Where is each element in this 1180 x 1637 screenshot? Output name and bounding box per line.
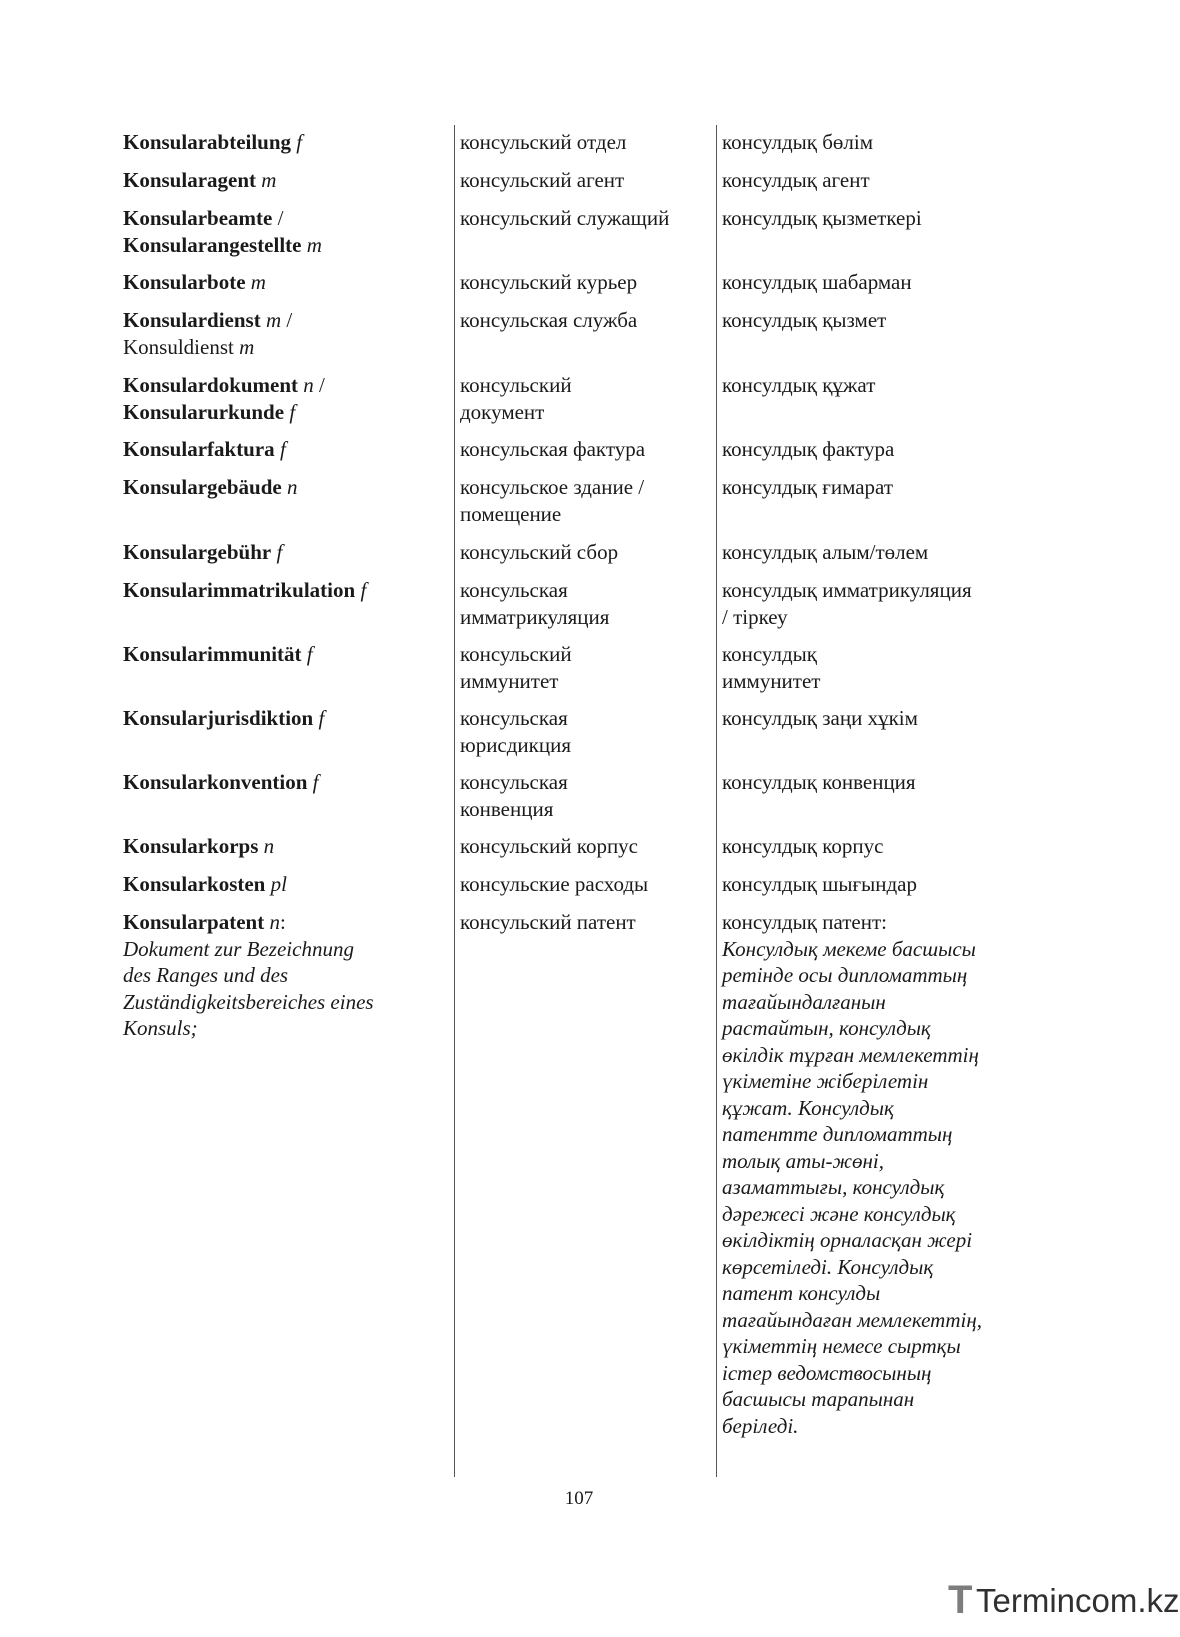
german-term [123,641,448,668]
russian-translation [460,871,710,898]
grammar-marker: n [264,910,280,934]
kazakh-translation [722,539,1022,566]
kazakh-translation [722,705,1022,732]
kazakh-line: консулдық шабарман [722,270,912,294]
headword: Konsularangestellte [123,232,302,257]
grammar-marker: Dokument zur Bezeichnung [123,936,354,961]
russian-translation [460,705,710,758]
headword: Konsularurkunde [123,399,285,424]
german-line [123,641,448,668]
kazakh-translation [722,372,1022,399]
german-term [123,705,448,732]
russian-line: консульские расходы [460,872,649,896]
kazakh-definition-line: тағайындаған мемлекеттің, [722,1307,983,1332]
kazakh-definition-line: басшысы тарапынан [722,1387,915,1411]
kazakh-translation [722,909,1022,1439]
german-term [123,436,448,463]
german-line [123,769,448,796]
russian-translation [460,833,710,860]
headword: Konsularkorps [123,834,259,858]
grammar-marker: f [284,399,296,424]
german-line [123,577,448,604]
headword: Konsularpatent [123,910,265,934]
separator-text: / [313,373,325,397]
headword: Konsularjurisdiktion [123,706,314,730]
russian-translation [460,129,710,156]
termincom-logo [948,1578,1180,1626]
headword: Konsulardokument [123,373,299,397]
headword: Konsulardienst [123,308,261,332]
german-line [123,909,448,936]
headword: Konsularkonvention [123,770,308,794]
kazakh-definition-line: Консулдық мекеме басшысы [722,936,976,961]
headword: Konsularagent [123,168,257,192]
german-term [123,205,448,258]
russian-line: консульский курьер [460,270,638,294]
russian-line: консульский служащий [460,206,670,230]
separator-text: / [281,308,293,332]
german-line [123,399,448,426]
kazakh-definition-line: толық аты-жөні, [722,1148,885,1173]
russian-line: имматрикуляция [460,604,610,629]
kazakh-translation [722,769,1022,796]
german-term [123,372,448,425]
kazakh-translation [722,167,1022,194]
kazakh-line: консулдық шығындар [722,872,917,896]
russian-translation [460,769,710,822]
russian-line: консульская служба [460,308,638,332]
german-line [123,269,448,296]
separator-text: : [279,910,286,934]
german-line [123,962,448,989]
german-term [123,539,448,566]
page-number: 107 [564,1488,594,1509]
kazakh-definition-line: дәрежесі және консулдық [722,1201,956,1226]
german-line [123,334,448,361]
kazakh-translation [722,205,1022,232]
german-term [123,909,448,1042]
russian-translation [460,372,710,425]
russian-line: консульский отдел [460,130,627,154]
german-line [123,307,448,334]
russian-line: консульский патент [460,910,636,934]
german-term [123,167,448,194]
logo-mark: T [948,1578,971,1622]
grammar-marker: f [313,706,325,730]
russian-line: консульский [460,642,572,666]
russian-line: консульский корпус [460,834,638,858]
headword: Konsularbote [123,270,246,294]
german-line [123,167,448,194]
russian-translation [460,436,710,463]
kazakh-translation [722,129,1022,156]
kazakh-translation [722,307,1022,334]
kazakh-line: иммунитет [722,668,821,693]
kazakh-line: консулдық қызметкері [722,206,922,230]
kazakh-line: консулдық фактура [722,437,895,461]
russian-line: консульский сбор [460,540,619,564]
german-term [123,269,448,296]
column-divider-right [716,125,717,1477]
kazakh-line: консулдық [722,642,817,666]
kazakh-intro-line: консулдық патент: [722,910,887,934]
separator-text: / [272,206,284,230]
kazakh-line: консулдық алым/төлем [722,540,929,564]
russian-line: консульский [460,373,572,397]
grammar-marker: n [298,373,314,397]
german-term [123,769,448,796]
kazakh-definition-line: өкілдіктің орналасқан жері [722,1228,973,1252]
kazakh-line: консулдық бөлім [722,130,874,154]
kazakh-line: консулдық ғимарат [722,475,893,499]
german-term [123,577,448,604]
kazakh-line: консулдық заңи хұкім [722,706,918,730]
kazakh-definition-line: растайтын, консулдық [722,1016,931,1040]
kazakh-definition-line: ретінде осы дипломаттың [722,963,968,987]
kazakh-definition-line: істер ведомствосының [722,1360,932,1385]
grammar-marker: f [271,540,283,564]
russian-translation [460,474,710,527]
german-line [123,205,448,232]
russian-translation [460,269,710,296]
kazakh-translation [722,577,1022,630]
german-term [123,129,448,156]
german-line [123,1015,448,1042]
grammar-marker: pl [265,872,287,896]
kazakh-definition-line: тағайындалғанын [722,989,886,1014]
kazakh-definition-line: патентте дипломаттың [722,1122,953,1146]
headword: Konsulargebäude [123,475,282,499]
kazakh-line: консулдық қызмет [722,308,887,332]
russian-translation [460,205,710,232]
kazakh-definition-line: үкіметтің немесе сыртқы [722,1334,961,1358]
kazakh-line: консулдық конвенция [722,770,916,794]
grammar-marker: n [281,475,298,499]
russian-translation [460,539,710,566]
headword: Konsularkosten [123,872,266,896]
kazakh-definition-line: патент консулды [722,1281,881,1305]
kazakh-translation [722,641,1022,694]
russian-line: консульская [460,706,568,730]
german-line [123,539,448,566]
german-line [123,129,448,156]
german-term [123,307,448,360]
grammar-marker: f [355,578,367,602]
headword: Konsularimmunität [123,642,302,666]
kazakh-translation [722,871,1022,898]
kazakh-line: консулдық агент [722,168,870,192]
russian-line: консульский агент [460,168,625,192]
kazakh-translation [722,269,1022,296]
kazakh-line: консулдық құжат [722,373,876,397]
german-line [123,989,448,1016]
headword: Konsularimmatrikulation [123,578,356,602]
russian-line: юрисдикция [460,732,572,757]
russian-line: консульская [460,770,568,794]
kazakh-definition-line: өкілдік тұрған мемлекеттің [722,1042,979,1067]
russian-translation [460,641,710,694]
russian-line: консульское здание / [460,475,645,499]
german-term [123,474,448,501]
grammar-marker: Konsuls; [123,1016,198,1040]
russian-translation [460,909,710,936]
german-line [123,871,448,898]
headword: Konsulargebühr [123,540,272,564]
russian-line: консульская фактура [460,437,646,461]
german-line [123,936,448,963]
grammar-marker: f [307,770,319,794]
kazakh-line: / тіркеу [722,604,788,629]
russian-line: конвенция [460,796,554,821]
kazakh-definition-line: құжат. Консулдық [722,1095,894,1120]
russian-line: помещение [460,501,562,526]
russian-translation [460,167,710,194]
russian-line: иммунитет [460,668,559,693]
german-line [123,232,448,259]
russian-line: консульская [460,578,568,602]
grammar-marker: m [256,168,277,192]
kazakh-definition-line: көрсетіледі. Консулдық [722,1254,934,1279]
german-line [123,372,448,399]
grammar-marker: Zuständigkeitsbereiches eines [123,989,374,1014]
german-term [123,833,448,860]
german-line [123,436,448,463]
grammar-marker: m [301,232,322,257]
russian-translation [460,307,710,334]
german-line [123,833,448,860]
grammar-marker: des Ranges und des [123,963,289,987]
grammar-marker: n [258,834,275,858]
german-term [123,871,448,898]
kazakh-definition [722,936,1022,1440]
kazakh-translation [722,436,1022,463]
grammar-marker: f [274,437,286,461]
grammar-marker: f [301,642,313,666]
headword: Konsularabteilung [123,130,292,154]
headword: Konsularfaktura [123,437,275,461]
column-divider-left [454,125,455,1477]
kazakh-definition-line: үкіметіне жіберілетін [722,1069,929,1093]
russian-translation [460,577,710,630]
kazakh-translation [722,833,1022,860]
grammar-marker: m [233,334,255,359]
separator-text: Konsuldienst [123,334,234,359]
grammar-marker: m [260,308,282,332]
grammar-marker: m [245,270,266,294]
kazakh-definition-line: азаматтығы, консулдық [722,1175,945,1199]
logo-wordmark: Termincom.kz [976,1582,1180,1619]
kazakh-line: консулдық имматрикуляция [722,578,972,602]
russian-line: документ [460,399,545,424]
kazakh-translation [722,474,1022,501]
headword: Konsularbeamte [123,206,273,230]
german-line [123,474,448,501]
kazakh-definition-line: беріледі. [722,1413,799,1438]
grammar-marker: f [291,130,303,154]
german-line [123,705,448,732]
kazakh-line: консулдық корпус [722,834,884,858]
